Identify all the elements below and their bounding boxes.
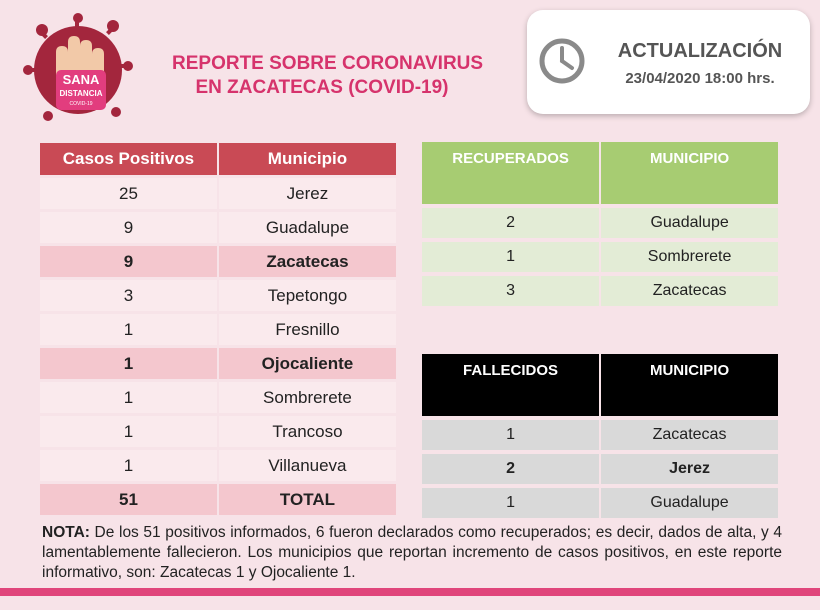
clock-icon: [537, 36, 587, 86]
header-fallecidos: FALLECIDOS: [422, 354, 601, 416]
count-cell: 1: [40, 314, 219, 345]
municipio-cell: Zacatecas: [601, 420, 780, 450]
municipio-cell: Tepetongo: [219, 280, 398, 311]
table-row: [40, 382, 398, 413]
recovered-table: [422, 138, 780, 310]
count-cell: 25: [40, 178, 219, 209]
table-row: [422, 488, 780, 518]
note-paragraph: [42, 523, 782, 583]
count-cell: 2: [422, 454, 601, 484]
table-row: [422, 420, 780, 450]
sana-distancia-logo: [18, 8, 138, 128]
table-row: [422, 208, 780, 238]
count-cell: 1: [40, 416, 219, 447]
table-row: [422, 454, 780, 484]
bottom-divider: [0, 588, 820, 596]
report-title-line2: EN ZACATECAS (COVID-19): [195, 77, 449, 98]
municipio-cell: Guadalupe: [601, 208, 780, 238]
header-municipio: MUNICIPIO: [601, 354, 780, 416]
note-label: NOTA:: [42, 524, 90, 541]
count-cell: 1: [422, 242, 601, 272]
header-municipio: Municipio: [219, 143, 398, 175]
header-municipio: MUNICIPIO: [601, 142, 780, 204]
table-header-row: [422, 142, 780, 204]
table-header-row: [422, 354, 780, 416]
table-row: [40, 178, 398, 209]
update-date: 23/04/2020 18:00 hrs.: [625, 70, 775, 87]
municipio-cell: Jerez: [219, 178, 398, 209]
table-row: [40, 280, 398, 311]
table-row: [40, 416, 398, 447]
count-cell: 3: [40, 280, 219, 311]
table-header-row: [40, 143, 398, 175]
municipio-cell: Trancoso: [219, 416, 398, 447]
note-text: De los 51 positivos informados, 6 fueron declarados como recuperados; es decir, dados de alta, y 4 lamentablemente fallecieron. Los municipios que reportan incremento de casos positivos, en este reporte informativo, son: Zacatecas 1 y Ojocaliente 1.: [42, 524, 782, 581]
header-casos-positivos: Casos Positivos: [40, 143, 219, 175]
table-row: [40, 212, 398, 243]
count-cell: 9: [40, 212, 219, 243]
count-cell: 1: [40, 382, 219, 413]
total-label-cell: TOTAL: [219, 484, 398, 515]
report-title-line1: REPORTE SOBRE CORONAVIRUS: [172, 53, 484, 74]
update-box: [527, 10, 810, 114]
municipio-cell: Zacatecas: [601, 276, 780, 306]
count-cell: 1: [40, 348, 219, 379]
update-label: ACTUALIZACIÓN: [617, 40, 783, 62]
table-row: [40, 314, 398, 345]
table-row: [40, 450, 398, 481]
count-cell: 9: [40, 246, 219, 277]
municipio-cell: Guadalupe: [219, 212, 398, 243]
positive-cases-table: [40, 140, 398, 518]
logo-text-covid: COVID-19: [69, 101, 93, 107]
deceased-table: [422, 350, 780, 522]
header-recuperados: RECUPERADOS: [422, 142, 601, 204]
count-cell: 1: [422, 488, 601, 518]
municipio-cell: Zacatecas: [219, 246, 398, 277]
municipio-cell: Jerez: [601, 454, 780, 484]
total-count-cell: 51: [40, 484, 219, 515]
table-row: [422, 276, 780, 306]
logo-text-sana: SANA: [62, 72, 100, 87]
count-cell: 3: [422, 276, 601, 306]
municipio-cell: Ojocaliente: [219, 348, 398, 379]
municipio-cell: Sombrerete: [601, 242, 780, 272]
municipio-cell: Guadalupe: [601, 488, 780, 518]
count-cell: 2: [422, 208, 601, 238]
municipio-cell: Villanueva: [219, 450, 398, 481]
count-cell: 1: [40, 450, 219, 481]
report-title: [172, 52, 484, 100]
table-row: [40, 348, 398, 379]
municipio-cell: Sombrerete: [219, 382, 398, 413]
table-row: [422, 242, 780, 272]
table-row: [40, 246, 398, 277]
logo-text-distancia: DISTANCIA: [59, 89, 103, 98]
count-cell: 1: [422, 420, 601, 450]
municipio-cell: Fresnillo: [219, 314, 398, 345]
total-row: [40, 484, 398, 515]
